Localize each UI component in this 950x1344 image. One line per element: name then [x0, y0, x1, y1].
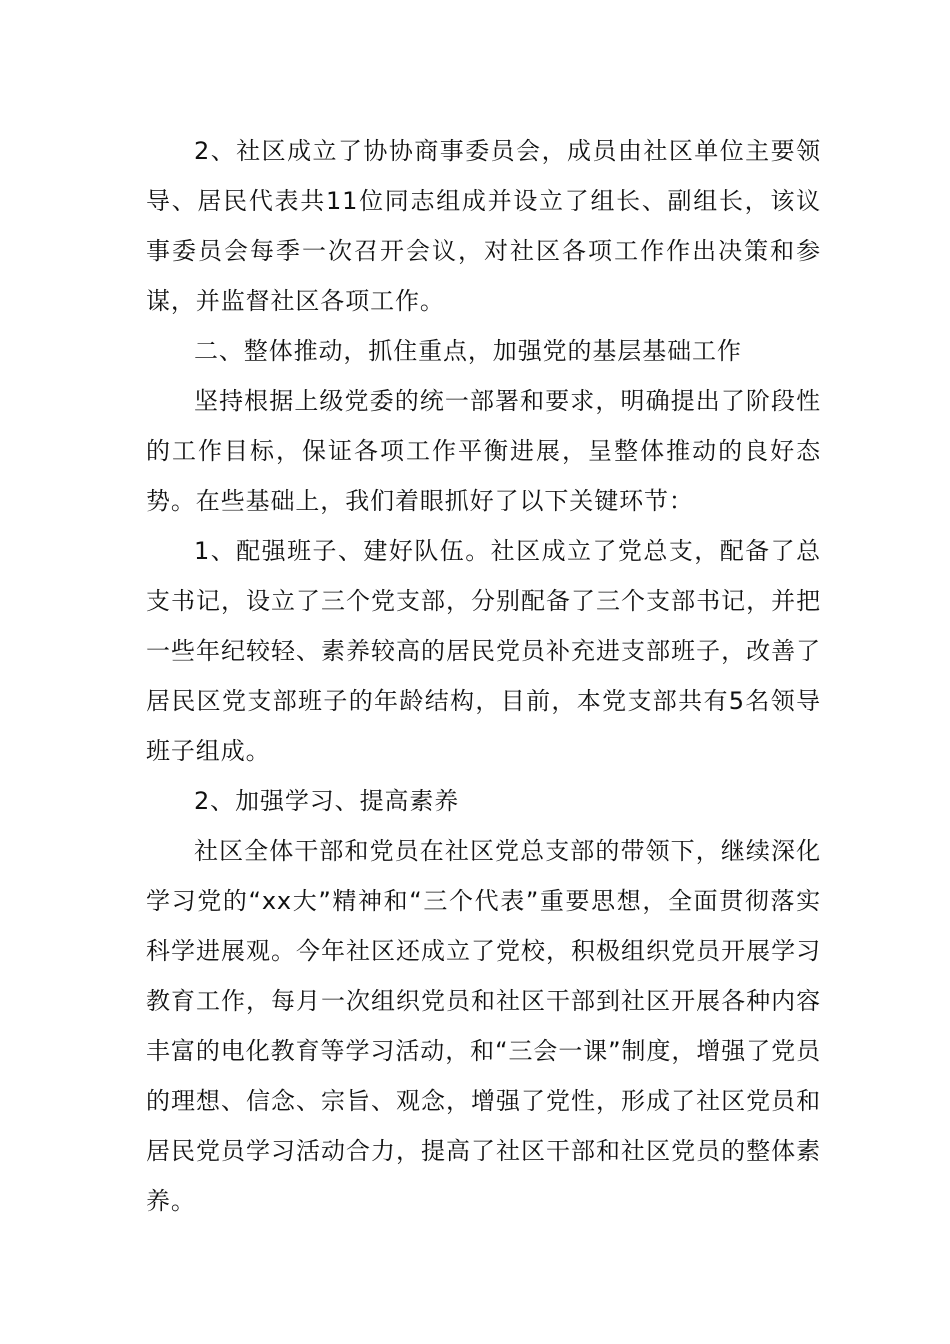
paragraph-study: 社区全体干部和党员在社区党总支部的带领下，继续深化学习党的“xx大”精神和“三个代表”重要思想，全面贯彻落实科学进展观。今年社区还成立了党校，积极组织党员开展学习教育工作，每月一次组织党员和社区干部到社区开展各种内容丰富的电化教育等学习活动，和“三会一课”制度，增强了党员的理想、信念、宗旨、观念，增强了党性，形成了社区党员和居民党员学习活动合力，提高了社区干部和社区党员的整体素养。 [146, 837, 821, 1215]
paragraph-team-building: 1、配强班子、建好队伍。社区成立了党总支，配备了总支书记，设立了三个党支部，分别配备了三个支部书记，并把一些年纪较轻、素养较高的居民党员补充进支部班子，改善了居民区党支部班子的年龄结构，目前，本党支部共有5名领导班子组成。 [146, 537, 821, 765]
paragraph-overall-push: 坚持根据上级党委的统一部署和要求，明确提出了阶段性的工作目标，保证各项工作平衡进展，呈整体推动的良好态势。在些基础上，我们着眼抓好了以下关键环节： [146, 387, 821, 515]
section-heading-two: 二、整体推动，抓住重点，加强党的基层基础工作 [194, 337, 742, 365]
subheading-study: 2、加强学习、提高素养 [194, 787, 460, 815]
paragraph-committee: 2、社区成立了协协商事委员会，成员由社区单位主要领导、居民代表共11位同志组成并设立了组长、副组长，该议事委员会每季一次召开会议，对社区各项工作作出决策和参谋，并监督社区各项工作。 [146, 137, 821, 315]
document-body [146, 126, 821, 1226]
